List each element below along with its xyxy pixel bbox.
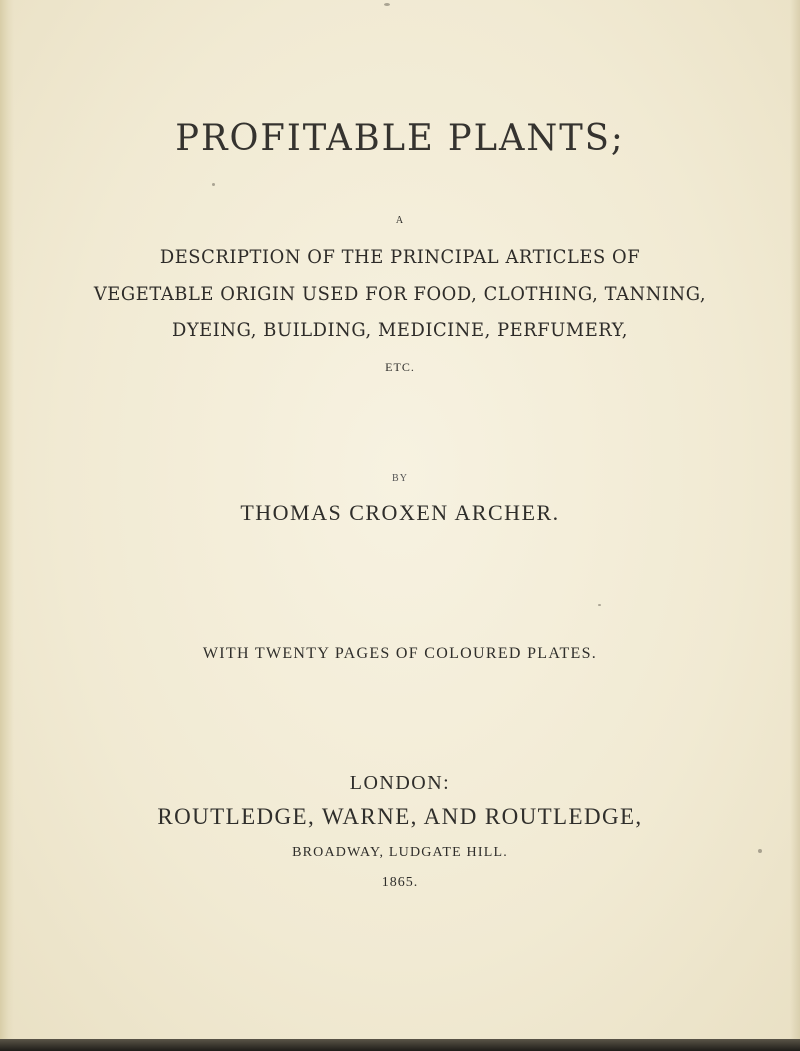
publication-year: 1865. xyxy=(381,875,419,890)
paper-fleck xyxy=(212,183,215,186)
description-line-3: DYEING, BUILDING, MEDICINE, PERFUMERY, xyxy=(171,319,629,341)
author-name: THOMAS CROXEN ARCHER. xyxy=(240,500,560,525)
publisher-address: BROADWAY, LUDGATE HILL. xyxy=(292,845,508,860)
article-a: A xyxy=(395,215,405,226)
description-line-1: DESCRIPTION OF THE PRINCIPAL ARTICLES OF xyxy=(159,246,641,268)
publisher-name: ROUTLEDGE, WARNE, AND ROUTLEDGE, xyxy=(157,804,643,829)
description-line-2: VEGETABLE ORIGIN USED FOR FOOD, CLOTHING, TANNING, xyxy=(93,283,707,305)
paper-fleck xyxy=(598,604,601,606)
plates-note: WITH TWENTY PAGES OF COLOURED PLATES. xyxy=(202,645,598,662)
publication-place: LONDON: xyxy=(349,772,451,794)
page-edge-bottom xyxy=(0,1039,800,1051)
etc-text: ETC. xyxy=(385,360,415,374)
book-title: PROFITABLE PLANTS; xyxy=(175,118,625,159)
by-text: BY xyxy=(392,473,408,484)
paper-fleck xyxy=(384,3,390,6)
